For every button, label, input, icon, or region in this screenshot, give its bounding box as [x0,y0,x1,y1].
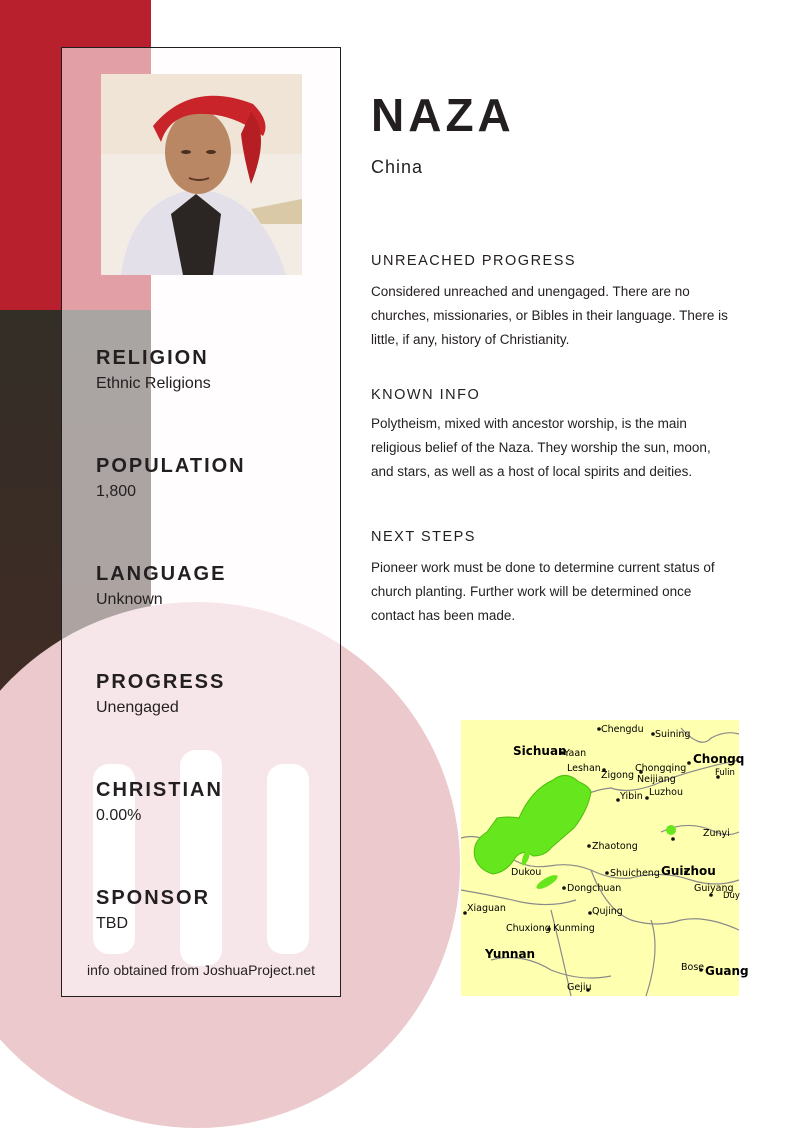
map-label: Guiyang [694,883,734,894]
christian-value: 0.00% [96,807,142,824]
map-label: Zigong [601,770,635,781]
map-label: Yibin [620,791,643,802]
population-value: 1,800 [96,483,137,500]
map-label: Dukou [511,867,542,878]
map-label: Bose [681,962,705,973]
map-label: Guizhou [661,864,716,878]
population-label: POPULATION [96,455,246,477]
known-info-heading: KNOWN INFO [371,387,481,403]
known-info-body: Polytheism, mixed with ancestor worship, is the main religious belief of the Naza. They worship the sun, moon, and stars, as well as a host of local spirits and deities. [371,416,711,479]
sponsor-value: TBD [96,915,128,932]
map-label: Zunyi [703,828,730,839]
pillar-decoration [267,764,309,954]
map-label: Sichuan [513,744,567,758]
country-name: China [371,157,424,177]
map-label: Suining [655,729,691,740]
map-label: Duy [723,891,740,901]
map-label: Yaan [564,748,587,759]
sponsor-label: SPONSOR [96,887,211,909]
next-steps-body: Pioneer work must be done to determine current status of church planting. Further work will be determined once contact has been made. [371,560,715,623]
map-label: Neijiang [637,774,676,785]
map-label: Kunming [553,923,595,934]
person-photo-icon [101,74,302,275]
language-label: LANGUAGE [96,563,227,585]
unreached-heading: UNREACHED PROGRESS [371,253,577,269]
map-label: Qujing [592,906,623,917]
religion-value: Ethnic Religions [96,375,211,392]
map-label: Gejiu [567,982,592,993]
map-label: Shuicheng [610,868,660,879]
map-label: Xiaguan [467,903,506,914]
source-note: info obtained from JoshuaProject.net [86,962,316,978]
map-label: Chuxiong [506,923,551,934]
map-graphic [461,720,749,996]
map-label: Leshan [567,763,601,774]
region-map [461,720,749,996]
religion-label: RELIGION [96,347,209,369]
map-label: Zhaotong [592,841,638,852]
map-label: Dongchuan [567,883,622,894]
map-label: Guang [705,964,749,978]
unreached-body: Considered unreached and unengaged. There are no churches, missionaries, or Bibles in their language. There is little, if any, history of Christianity. [371,284,728,347]
people-range-dot [666,825,676,835]
map-label: Luzhou [649,787,683,798]
map-label: Chongqing [635,763,687,774]
portrait-photo [101,74,302,275]
next-steps-heading: NEXT STEPS [371,529,476,545]
progress-label: PROGRESS [96,671,226,693]
language-value: Unknown [96,591,163,608]
map-label: Yunnan [485,947,536,961]
map-label: Fulin [715,768,735,778]
christian-label: CHRISTIAN [96,779,223,801]
progress-value: Unengaged [96,699,179,716]
people-group-name: NAZA [371,89,515,141]
map-label: Chengdu [601,724,644,735]
map-label: Chongq [693,752,745,766]
